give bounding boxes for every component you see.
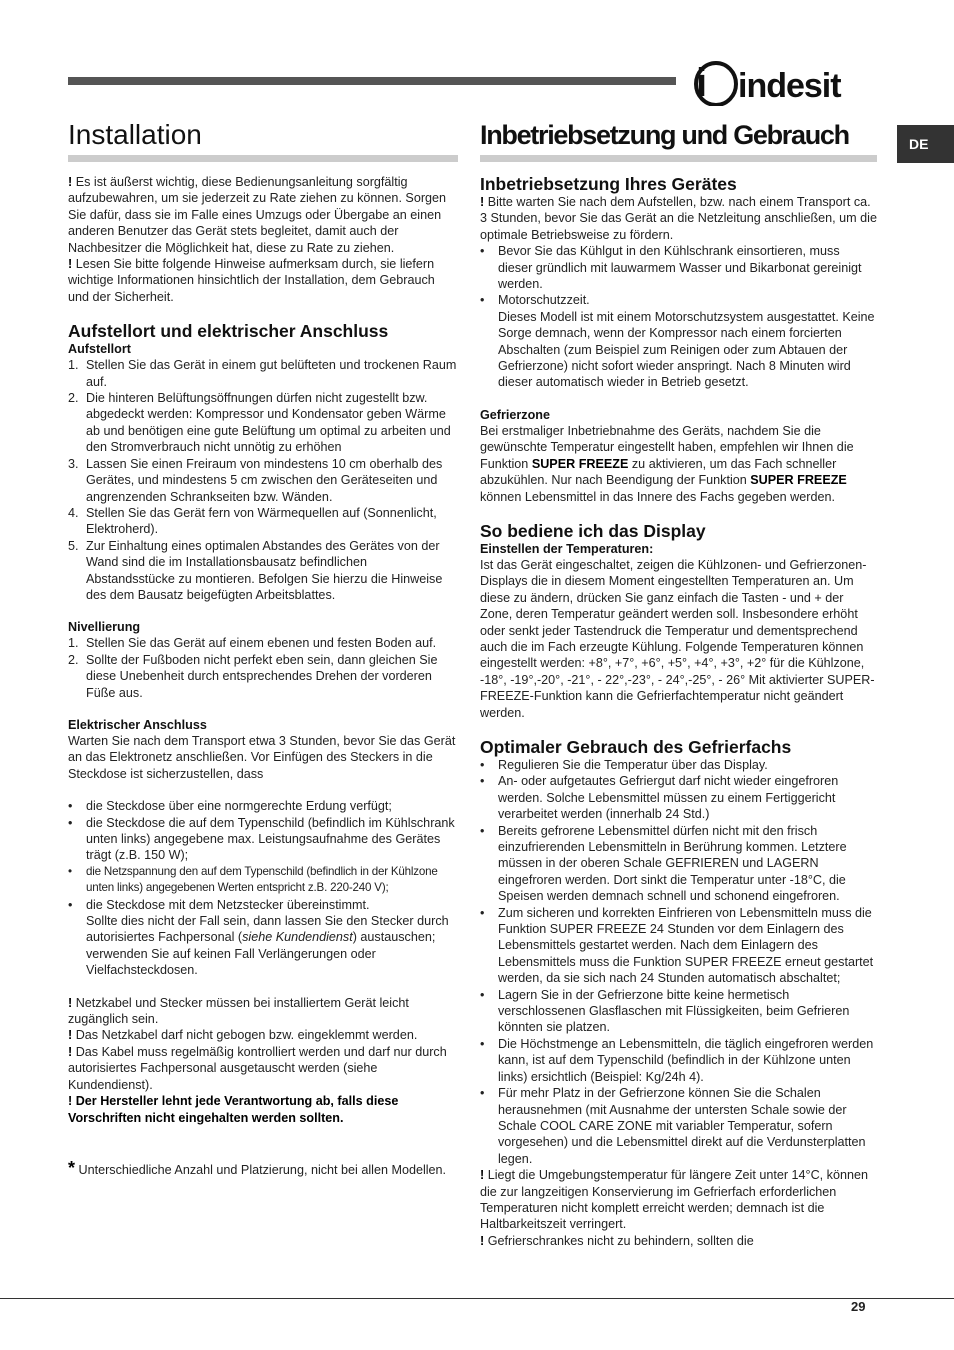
item-number: 1. bbox=[68, 636, 79, 651]
item-text: die Netzspannung den auf dem Typenschild (befindlich in der Kühlzone unten links) angegebenen Werten entspricht z.B. 220-240 V); bbox=[86, 864, 438, 895]
intro bbox=[68, 174, 458, 305]
list-item bbox=[68, 798, 458, 814]
section-gefrierfach-title: Optimaler Gebrauch des Gefrierfachs bbox=[480, 736, 792, 757]
note-paragraph bbox=[68, 995, 458, 1028]
elektrisch-intro: Warten Sie nach dem Transport etwa 3 Stunden, bevor Sie das Gerät an das Elektronetz anschließen. Vor Einfügen des Steckers in die Steckdose ist sicherzustellen, dass bbox=[68, 733, 456, 781]
list-item bbox=[480, 1036, 877, 1085]
item-text: Zum sicheren und korrekten Einfrieren von Lebensmitteln muss die Funktion SUPER FREEZE 24 Stunden vor dem Einlagern des Lebensmittels gestartet werden. Nach dem Einlagern des Lebensmittels muss die Funktion SUPER FREEZE erneut gestartet werden, da sie sich nach 24 Stunden automatisch abschaltet; bbox=[498, 905, 874, 986]
display-text: Ist das Gerät eingeschaltet, zeigen die Kühlzonen- und Gefrierzonen-Displays die in diesem Moment eingestellten Temperaturen an. Um diese zu ändern, drücken Sie ganz einfach die Tasten - und + der Zone, deren Temperatur geändert werden soll. Insbesondere erhöht oder senkt jeder Tastendruck die Temperatur und dementsprechend auch die im Fach erzeugte Kühlung. Folgende Temperaturen können eingestellt werden: +8°, +7°, +6°, +5°, +4°, +3°, +2° für die Kühlzone, -18°, -19°,-20°, -21°, - 22°,-23°, - 24°,-25°, - 26° Mit aktivierter SUPER-FREEZE-Funktion kann die Gefrierfachtemperatur nicht geändert werden. bbox=[480, 557, 875, 720]
note-paragraph bbox=[68, 1027, 458, 1043]
item-text: Bereits gefrorene Lebensmittel dürfen nicht mit den frisch einzufrierenden Lebensmitteln in Berührung kommen. Letztere müssen in der oberen Schale GEFRIEREN und LAGERN eingefroren werden. Dort sinkt die Temperatur unter -18°C, die Speisen werden demnach schnell und schonend eingefroren. bbox=[498, 823, 847, 904]
note-text: Liegt die Umgebungstemperatur für längere Zeit unter 14°C, können die zur langzeitigen Konservierung im Gefrierfach erforderlichen Temperaturen nicht komplett erreicht werden; demnach ist die Haltbarkeitszeit verringert. bbox=[480, 1168, 868, 1232]
exclamation-mark: ! bbox=[480, 1168, 485, 1183]
item-text: die Steckdose mit dem Netzstecker übereinstimmt. bbox=[86, 897, 370, 912]
list-item bbox=[68, 357, 458, 390]
bullet-icon: • bbox=[480, 244, 485, 259]
item-text: Für mehr Platz in der Gefrierzone können Sie die Schalen herausnehmen (mit Ausnahme der untersten Schale sowie der Schale COOL CARE ZONE mit variabler Temperatur, sofern vorgesehen) und die Lebensmittel direkt auf die Verdunsterplatten legen. bbox=[498, 1086, 866, 1166]
inbetriebsetzung-title: Inbetriebsetzung und Gebrauch bbox=[480, 115, 877, 162]
list-item bbox=[480, 243, 877, 292]
item-number: 3. bbox=[68, 456, 79, 471]
bullet-icon: • bbox=[480, 905, 485, 920]
list-item bbox=[68, 897, 458, 913]
elektrisch-list bbox=[68, 798, 458, 913]
list-item bbox=[68, 815, 458, 864]
exclamation-mark: ! bbox=[480, 1233, 485, 1248]
item-number: 1. bbox=[68, 358, 79, 373]
warning-bold: ! Der Hersteller lehnt jede Verantwortung ab, falls diese Vorschriften nicht eingehalten werden sollten. bbox=[68, 1094, 399, 1125]
section-display-title: So bediene ich das Display bbox=[480, 520, 706, 541]
list-item bbox=[68, 864, 458, 897]
item-text: Lagern Sie in der Gefrierzone bitte keine hermetisch verschlossenen Glasflaschen mit Flüssigkeiten, beim Gefrieren könnten sie platzen. bbox=[498, 987, 850, 1035]
item-text: die Steckdose die auf dem Typenschild (befindlich im Kühlschrank unten links) angegebene max. Leistungsaufnahme des Gerätes trägt (z.B. 150 W); bbox=[86, 815, 455, 863]
bullet-icon: • bbox=[68, 799, 73, 814]
note-text: Das Kabel muss regelmäßig kontrolliert werden und darf nur durch autorisiertes Fachpersonal ausgetauscht werden (siehe Kundendienst). bbox=[68, 1044, 447, 1092]
item-number: 2. bbox=[68, 391, 79, 406]
elektrisch-tail: Sollte dies nicht der Fall sein, dann lassen Sie den Stecker durch autorisiertes Fachpersonal (siehe Kundendienst) austauschen; verwenden Sie auf keinen Fall Verlängerungen oder Vielfachsteckdosen. bbox=[86, 914, 449, 978]
header-rule bbox=[68, 77, 676, 85]
svg-text:i: i bbox=[696, 61, 708, 105]
language-tab: DE bbox=[897, 125, 954, 163]
item-text: Stellen Sie das Gerät in einem gut belüfteten und trockenen Raum auf. bbox=[86, 358, 457, 389]
page-number: 29 bbox=[851, 1299, 866, 1314]
left-column bbox=[68, 115, 458, 1178]
list-item bbox=[480, 757, 877, 773]
item-text: Die Höchstmenge an Lebensmitteln, die täglich eingefroren werden kann, ist auf dem Typenschild (befindlich in der Kühlzone unten links) ersichtlich (Beispiel: Kg/24h 4). bbox=[498, 1036, 874, 1084]
exclamation-mark: ! bbox=[68, 1028, 73, 1043]
svg-text:indesit: indesit bbox=[738, 67, 841, 105]
footnote: * Unterschiedliche Anzahl und Platzierung, nicht bei allen Modellen. bbox=[68, 1157, 447, 1178]
bullet-icon: • bbox=[68, 864, 72, 878]
list-item bbox=[68, 505, 458, 538]
item-number: 5. bbox=[68, 538, 79, 553]
list-item bbox=[480, 823, 877, 905]
right-column bbox=[480, 115, 877, 1249]
item-text: An- oder aufgetautes Gefriergut darf nicht wieder eingefroren werden. Solche Lebensmittel müssen zu einem Fertiggericht verarbeitet werden (innerhalb 24 Std.) bbox=[498, 774, 839, 822]
item-number: 4. bbox=[68, 505, 79, 520]
list-item bbox=[480, 292, 877, 308]
list-item bbox=[68, 390, 458, 456]
nivellierung-list bbox=[68, 635, 458, 701]
warnings bbox=[68, 995, 458, 1093]
indesit-logo bbox=[694, 60, 874, 106]
list-item bbox=[68, 456, 458, 505]
installation-title: Installation bbox=[68, 115, 458, 162]
note-text: Lesen Sie bitte folgende Hinweise aufmerksam durch, sie liefern wichtige Informationen hinsichtlich der Installation, dem Gebrauch und der Sicherheit. bbox=[68, 257, 435, 304]
note-paragraph bbox=[480, 1233, 877, 1249]
item-text: die Steckdose über eine normgerechte Erdung verfügt; bbox=[86, 799, 392, 814]
list-item bbox=[68, 635, 458, 651]
s1-list bbox=[480, 243, 877, 309]
note-text: Gefrierschrankes nicht zu behindern, sollten die bbox=[487, 1233, 754, 1248]
bullet-icon: • bbox=[480, 1036, 485, 1051]
exclamation-mark: ! bbox=[68, 257, 73, 272]
elektrisch-title: Elektrischer Anschluss bbox=[68, 717, 207, 732]
item-text: Stellen Sie das Gerät fern von Wärmequellen auf (Sonnenlicht, Elektroherd). bbox=[86, 505, 437, 537]
section-inbetriebsetzung-title: Inbetriebsetzung Ihres Gerätes bbox=[480, 174, 737, 194]
item-text: Stellen Sie das Gerät auf einem ebenen und festen Boden auf. bbox=[86, 636, 437, 651]
bullet-icon: • bbox=[480, 774, 485, 789]
bullet-icon: • bbox=[480, 823, 485, 838]
note-paragraph bbox=[480, 1167, 877, 1233]
nivellierung-title: Nivellierung bbox=[68, 620, 141, 635]
aufstellort-list bbox=[68, 357, 458, 603]
item-text: Lassen Sie einen Freiraum von mindestens 10 cm oberhalb des Gerätes, und mindestens 5 cm zwischen den Geräteseiten und angrenzenden Schrankseiten bzw. Wänden. bbox=[86, 456, 443, 504]
bullet-icon: • bbox=[480, 293, 485, 308]
list-item bbox=[480, 987, 877, 1036]
bullet-icon: • bbox=[480, 987, 485, 1002]
list-item bbox=[480, 773, 877, 822]
note-paragraph bbox=[68, 1044, 458, 1093]
aufstellort-title: Aufstellort bbox=[68, 342, 131, 357]
gefrierzone-title: Gefrierzone bbox=[480, 407, 550, 422]
item-text: Sollte der Fußboden nicht perfekt eben sein, dann gleichen Sie diese Unebenheit durch entsprechendes Drehen der vorderen Füße aus. bbox=[86, 652, 438, 700]
bullet-icon: • bbox=[68, 815, 73, 830]
section-aufstellort-anschluss-title: Aufstellort und elektrischer Anschluss bbox=[68, 321, 389, 342]
exclamation-mark: ! bbox=[68, 175, 73, 189]
gefrierfach-notes bbox=[480, 1167, 877, 1249]
item-text: Bevor Sie das Kühlgut in den Kühlschrank einsortieren, muss dieser gründlich mit lauwarmem Wasser und Bikarbonat gereinigt werden. bbox=[498, 244, 862, 292]
item-text: Die hinteren Belüftungsöffnungen dürfen nicht zugestellt bzw. abgedeckt werden: Kompressor und Kondensator geben Wärme ab und benötigen eine gute Belüftung um optimal zu arbeiten und den Stromverbrauch nicht unnötig zu erhöhen bbox=[86, 391, 451, 455]
note-paragraph bbox=[68, 256, 458, 305]
bullet-icon: • bbox=[480, 757, 485, 772]
item-text: Motorschutzzeit. bbox=[498, 293, 590, 308]
item-number: 2. bbox=[68, 652, 79, 667]
gefrierfach-list bbox=[480, 757, 877, 1167]
gefrierzone-text: Bei erstmaliger Inbetriebnahme des Geräts, nachdem Sie die gewünschte Temperatur eingestellt haben, empfehlen wir Ihnen die Funktion SUPER FREEZE zu aktivieren, um das Fach schneller abzukühlen. Nur nach Beendigung der Funktion SUPER FREEZE können Lebensmittel in das Innere des Fachs gegeben werden. bbox=[480, 423, 854, 504]
note-text: Netzkabel und Stecker müssen bei installiertem Gerät leicht zugänglich sein. bbox=[68, 995, 409, 1027]
list-item bbox=[480, 1085, 877, 1167]
footer-rule bbox=[0, 1298, 954, 1299]
s1-intro: ! Bitte warten Sie nach dem Aufstellen, bzw. nach einem Transport ca. 3 Stunden, bevor Sie das Gerät an die Netzleitung anschließen, um die optimale Betriebsweise zu fördern. bbox=[480, 195, 877, 242]
exclamation-mark: ! bbox=[68, 1044, 73, 1059]
bullet-icon: • bbox=[480, 1086, 485, 1101]
list-item bbox=[68, 652, 458, 701]
bullet-icon: • bbox=[68, 897, 73, 912]
item-text: Regulieren Sie die Temperatur über das Display. bbox=[498, 757, 768, 772]
item-text: Zur Einhaltung eines optimalen Abstandes des Gerätes von der Wand sind die im Installationsbausatz befindlichen Abstandsstücke zu montieren. Befolgen Sie hierzu die Hinweise des dem Bausatz beigefügten Arbeitsblattes. bbox=[86, 538, 443, 602]
motor-text: Dieses Modell ist mit einem Motorschutzsystem ausgestattet. Keine Sorge demnach, wenn der Kompressor nach einem forcierten Abschalten (zum Beispiel zum Reinigen oder zum Abtauen der Gefrierzone) nicht sofort wieder anspringt. Nach 8 Minuten wird dieser automatisch wieder in Betrieb gesetzt. bbox=[498, 309, 875, 390]
display-sub: Einstellen der Temperaturen: bbox=[480, 541, 654, 556]
note-text: Es ist äußerst wichtig, diese Bedienungsanleitung sorgfältig aufzubewahren, um sie jederzeit zu Rate ziehen zu können. Sorgen Sie dafür, dass sie im Falle eines Umzugs oder Übergabe an einen anderen Benutzer das Gerät stets begleitet, damit auch der Nachbesitzer die Möglichkeit hat, diese zu Rate zu ziehen. bbox=[68, 175, 447, 255]
note-text: Das Netzkabel darf nicht gebogen bzw. eingeklemmt werden. bbox=[75, 1028, 418, 1043]
list-item bbox=[480, 905, 877, 987]
exclamation-mark: ! bbox=[68, 995, 73, 1010]
list-item bbox=[68, 538, 458, 604]
note-paragraph bbox=[68, 174, 458, 256]
